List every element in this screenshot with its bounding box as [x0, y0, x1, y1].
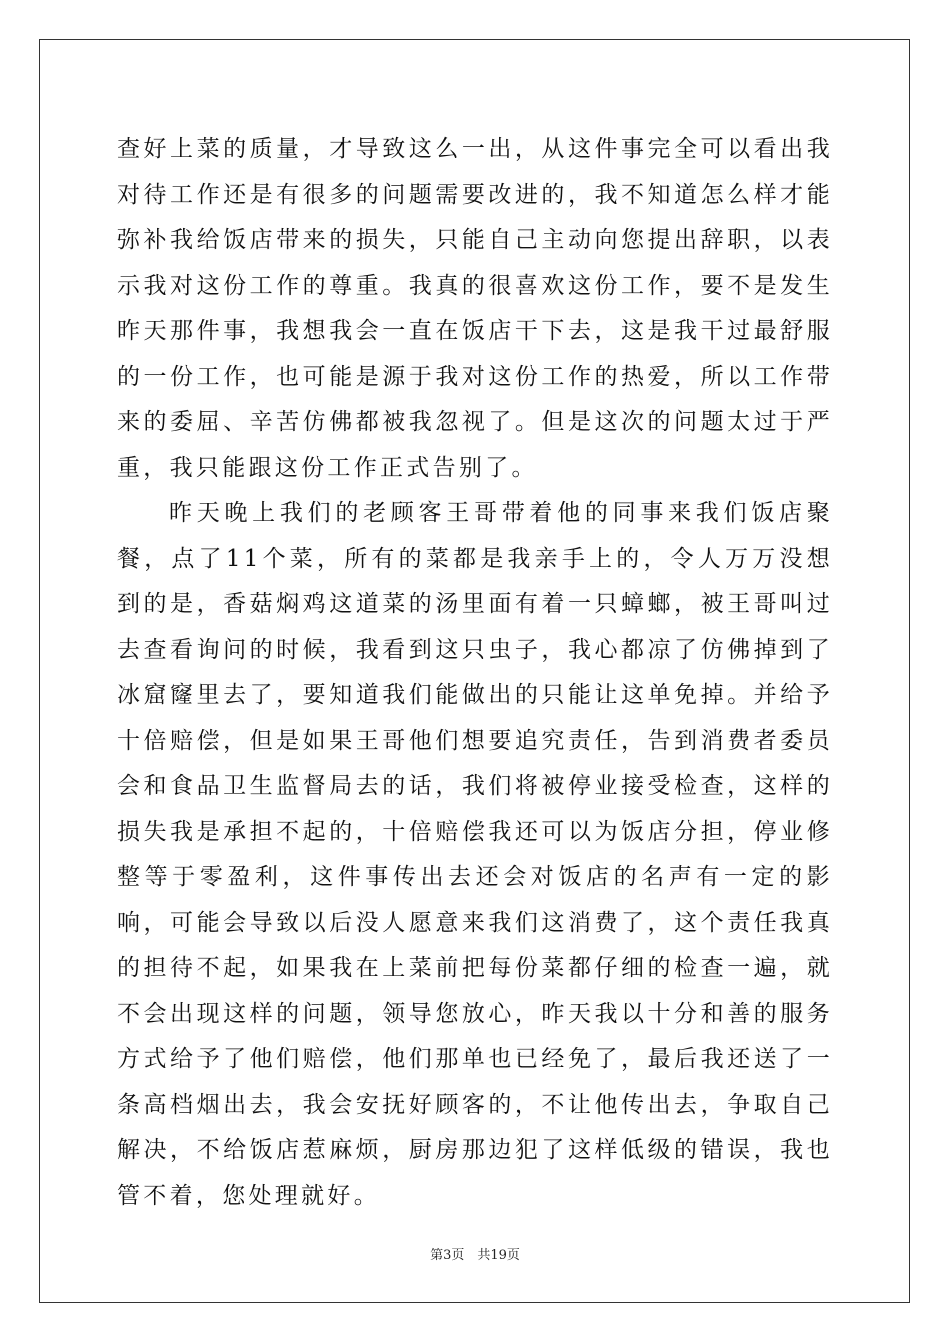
page-footer: 第3页 共19页: [430, 1248, 520, 1263]
paragraph-continued: 查好上菜的质量，才导致这么一出，从这件事完全可以看出我对待工作还是有很多的问题需要改进的，我不知道怎么样才能弥补我给饭店带来的损失，只能自己主动向您提出辞职，以表示我对这份工作的尊重。我真的很喜欢这份工作，要不是发生昨天那件事，我想我会一直在饭店干下去，这是我干过最舒服的一份工作，也可能是源于我对这份工作的热爱，所以工作带来的委屈、辛苦仿佛都被我忽视了。但是这次的问题太过于严重，我只能跟这份工作正式告别了。: [117, 136, 833, 481]
paragraph-incident: 昨天晚上我们的老顾客王哥带着他的同事来我们饭店聚餐，点了11个菜，所有的菜都是我亲手上的，令人万万没想到的是，香菇焖鸡这道菜的汤里面有着一只蟑螂，被王哥叫过去查看询问的时候，我看到这只虫子，我心都凉了仿佛掉到了冰窟窿里去了，要知道我们能做出的只能让这单免掉。并给予十倍赔偿，但是如果王哥他们想要追究责任，告到消费者委员会和食品卫生监督局去的话，我们将被停业接受检查，这样的损失我是承担不起的，十倍赔偿我还可以为饭店分担，停业修整等于零盈利，这件事传出去还会对饭店的名声有一定的影响，可能会导致以后没人愿意来我们这消费了，这个责任我真的担待不起，如果我在上菜前把每份菜都仔细的检查一遍，就不会出现这样的问题，领导您放心，昨天我以十分和善的服务方式给予了他们赔偿，他们那单也已经免了，最后我还送了一条高档烟出去，我会安抚好顾客的，不让他传出去，争取自己解决，不给饭店惹麻烦，厨房那边犯了这样低级的错误，我也管不着，您处理就好。: [117, 500, 833, 1209]
document-body: [117, 127, 833, 1219]
